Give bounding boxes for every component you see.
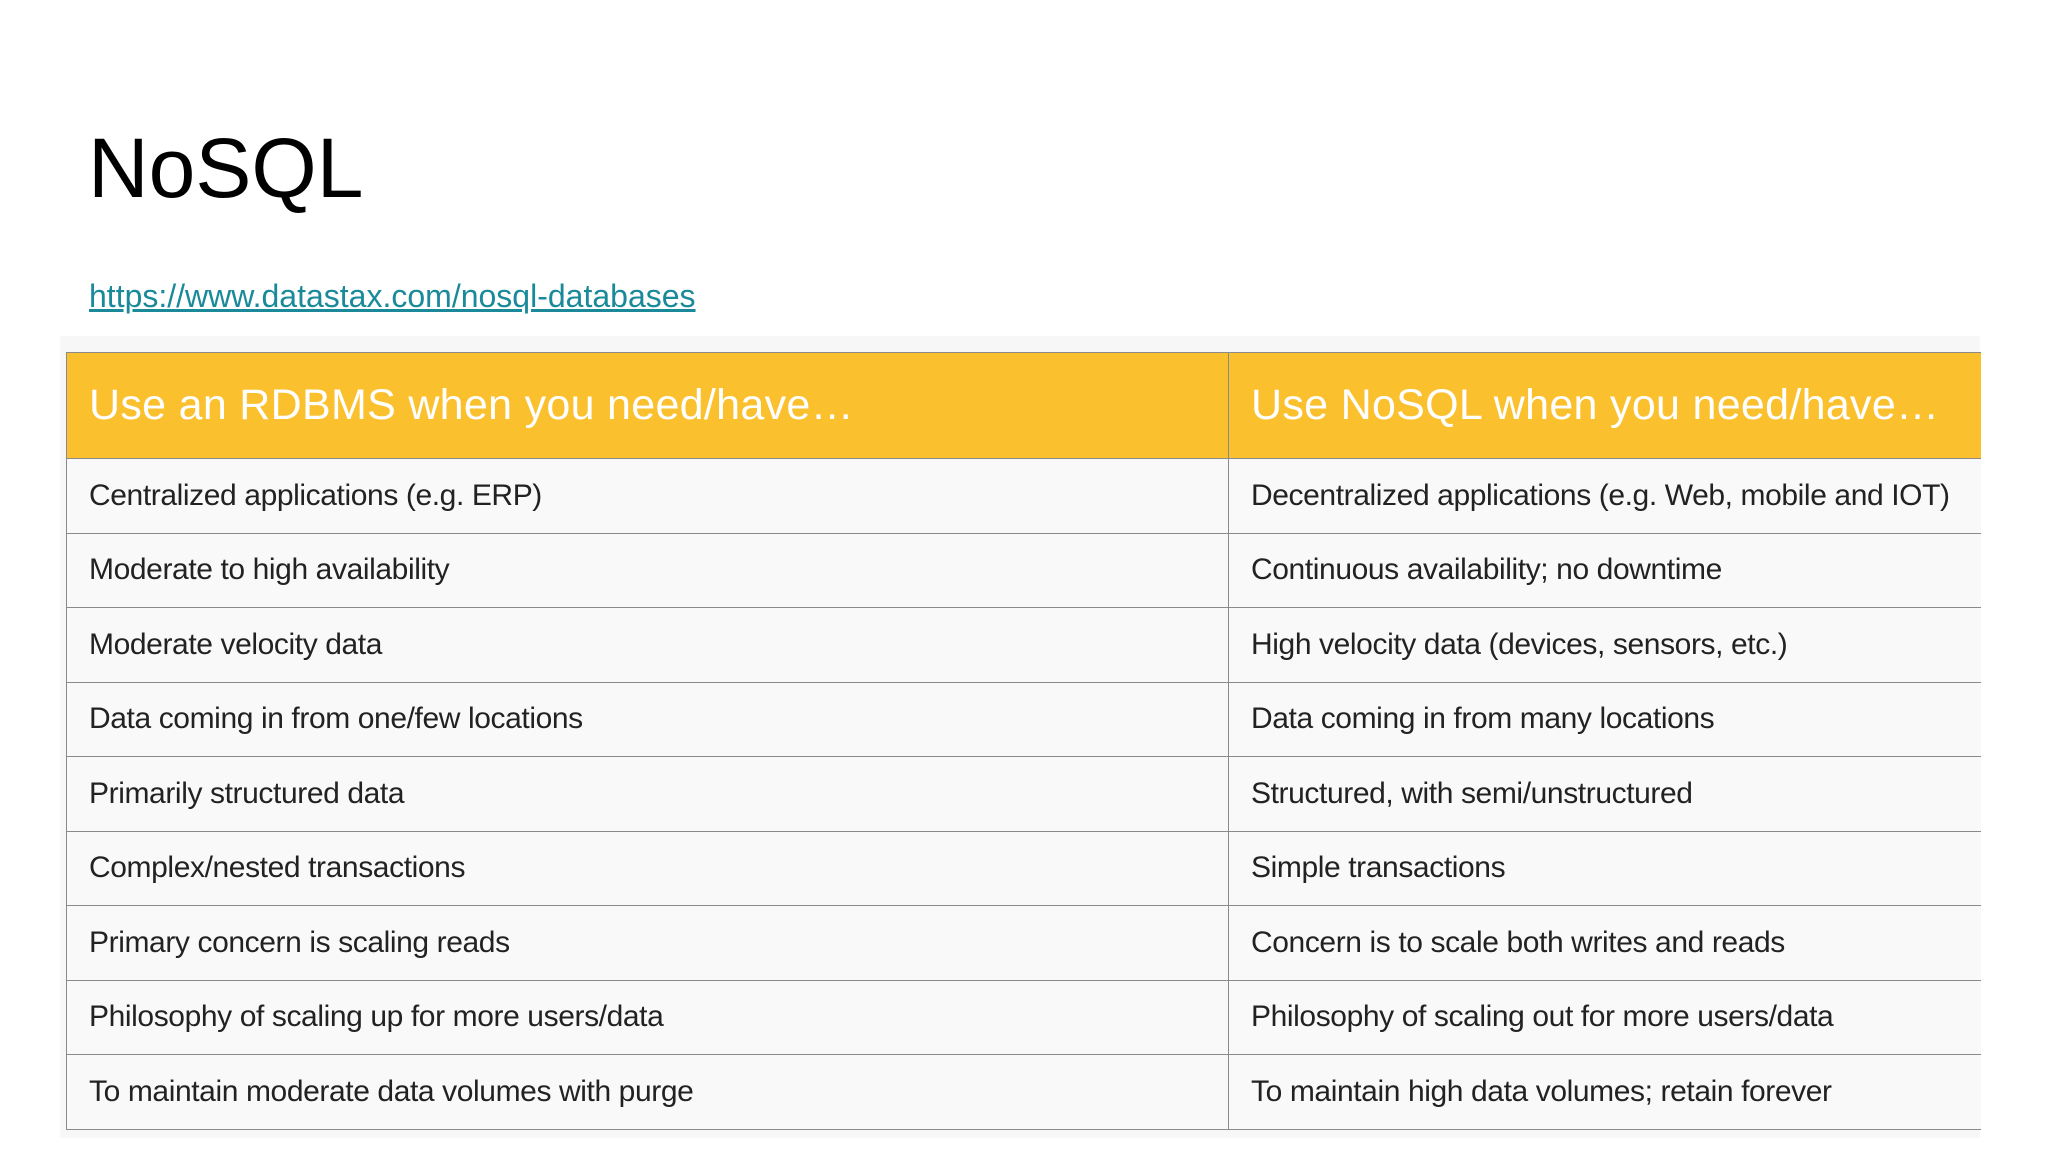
comparison-table (66, 352, 1981, 1130)
table-row (67, 533, 1981, 608)
rdbms-cell: Centralized applications (e.g. ERP) (67, 459, 1229, 534)
source-link[interactable]: https://www.datastax.com/nosql-databases (89, 278, 696, 314)
nosql-cell: Philosophy of scaling out for more users/data (1229, 980, 1981, 1055)
rdbms-cell: Complex/nested transactions (67, 831, 1229, 906)
table-row (67, 906, 1981, 981)
nosql-cell: Simple transactions (1229, 831, 1981, 906)
nosql-cell: High velocity data (devices, sensors, etc.) (1229, 608, 1981, 683)
rdbms-cell: Primarily structured data (67, 757, 1229, 832)
nosql-cell: To maintain high data volumes; retain forever (1229, 1055, 1981, 1130)
table-row (67, 682, 1981, 757)
table-row (67, 831, 1981, 906)
rdbms-cell: To maintain moderate data volumes with purge (67, 1055, 1229, 1130)
nosql-column-header: Use NoSQL when you need/have… (1229, 353, 1981, 459)
table-row (67, 757, 1981, 832)
rdbms-cell: Moderate velocity data (67, 608, 1229, 683)
rdbms-cell: Primary concern is scaling reads (67, 906, 1229, 981)
rdbms-cell: Moderate to high availability (67, 533, 1229, 608)
nosql-cell: Data coming in from many locations (1229, 682, 1981, 757)
table-row (67, 608, 1981, 683)
slide-title: NoSQL (88, 121, 364, 215)
table-row (67, 980, 1981, 1055)
table-header-row (67, 353, 1981, 459)
rdbms-cell: Philosophy of scaling up for more users/data (67, 980, 1229, 1055)
table-row (67, 459, 1981, 534)
nosql-cell: Concern is to scale both writes and reads (1229, 906, 1981, 981)
nosql-cell: Continuous availability; no downtime (1229, 533, 1981, 608)
rdbms-column-header: Use an RDBMS when you need/have… (67, 353, 1229, 459)
rdbms-cell: Data coming in from one/few locations (67, 682, 1229, 757)
table-row (67, 1055, 1981, 1130)
nosql-cell: Structured, with semi/unstructured (1229, 757, 1981, 832)
nosql-cell: Decentralized applications (e.g. Web, mobile and IOT) (1229, 459, 1981, 534)
